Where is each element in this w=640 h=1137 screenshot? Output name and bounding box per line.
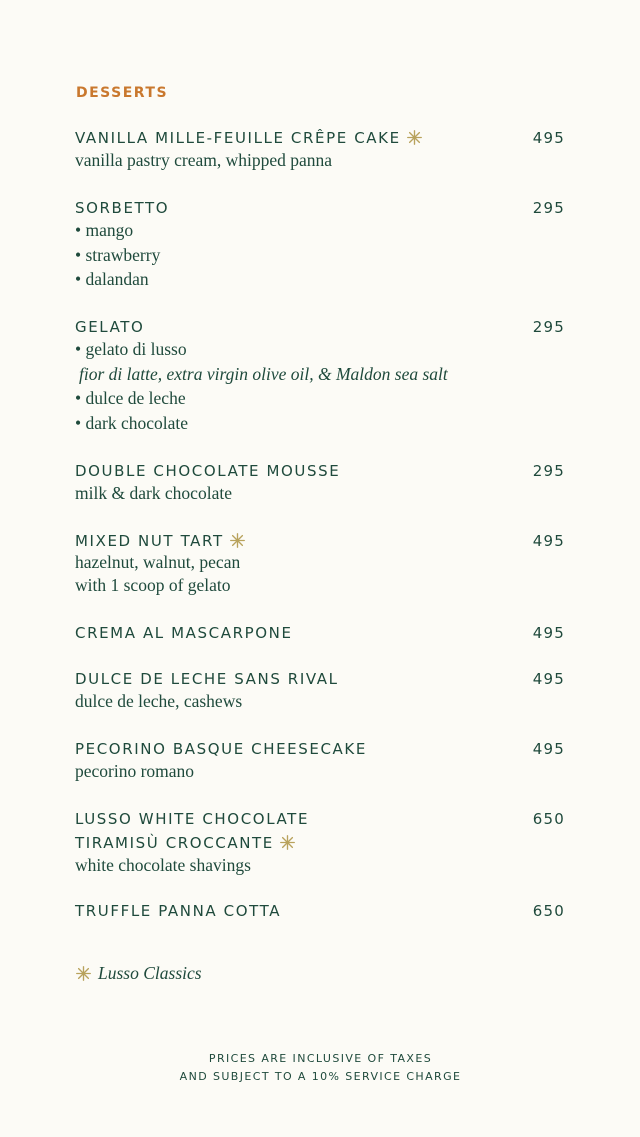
menu-item-double-chocolate-mousse — [75, 461, 565, 506]
item-description: pecorino romano — [75, 761, 195, 781]
menu-item-pecorino-basque-cheesecake — [75, 739, 565, 784]
item-price: 495 — [532, 740, 565, 758]
menu-item-sorbetto — [75, 198, 565, 292]
item-description: dulce de leche, cashews — [75, 691, 243, 711]
item-description: • dulce de leche — [75, 388, 186, 408]
legend-label: Lusso Classics — [98, 963, 202, 983]
item-price: 650 — [532, 902, 565, 920]
item-name: DULCE DE LECHE SANS RIVAL — [75, 670, 339, 688]
asterisk-star-icon — [76, 966, 91, 981]
item-description-italic: fior di latte, extra virgin olive oil, & Maldon sea salt — [79, 363, 448, 384]
item-price: 295 — [532, 199, 565, 217]
item-name: LUSSO WHITE CHOCOLATE — [75, 810, 310, 828]
item-description: • dalandan — [75, 269, 149, 289]
item-description: • mango — [75, 220, 134, 240]
item-description: • strawberry — [75, 244, 161, 265]
item-description: white chocolate shavings — [75, 855, 251, 875]
item-price: 295 — [532, 318, 565, 336]
item-name: VANILLA MILLE-FEUILLE CRÊPE CAKE — [75, 129, 401, 147]
footer-note — [0, 1050, 640, 1086]
menu-item-gelato — [75, 317, 565, 435]
item-name: DOUBLE CHOCOLATE MOUSSE — [75, 462, 341, 480]
menu-item-vanilla-mille-feuille — [75, 128, 565, 173]
item-description: milk & dark chocolate — [75, 483, 232, 503]
item-description: • dark chocolate — [75, 412, 189, 433]
asterisk-star-icon — [280, 835, 295, 850]
asterisk-star-icon — [407, 130, 422, 145]
item-description: hazelnut, walnut, pecan — [75, 552, 241, 572]
menu-item-dulce-de-leche-sans-rival — [75, 669, 565, 714]
item-price: 495 — [532, 129, 565, 147]
item-price: 295 — [532, 462, 565, 480]
item-price: 650 — [532, 810, 565, 828]
item-name: GELATO — [75, 318, 145, 336]
footer-line: PRICES ARE INCLUSIVE OF TAXES — [208, 1052, 433, 1065]
asterisk-star-icon — [230, 533, 245, 548]
item-name: PECORINO BASQUE CHEESECAKE — [75, 740, 367, 758]
footer-line: AND SUBJECT TO A 10% SERVICE CHARGE — [179, 1070, 462, 1083]
legend — [76, 963, 202, 984]
menu-item-lusso-white-chocolate-tiramisu — [75, 809, 565, 878]
item-price: 495 — [532, 532, 565, 550]
menu-item-mixed-nut-tart — [75, 531, 565, 596]
item-price: 495 — [532, 670, 565, 688]
item-description: • gelato di lusso — [75, 339, 187, 359]
item-name: TRUFFLE PANNA COTTA — [75, 902, 282, 920]
item-price: 495 — [532, 624, 565, 642]
item-name: SORBETTO — [75, 199, 170, 217]
menu-item-truffle-panna-cotta — [75, 901, 565, 921]
item-name: CREMA AL MASCARPONE — [75, 624, 293, 642]
item-name: MIXED NUT TART — [75, 532, 224, 550]
menu-item-crema-al-mascarpone — [75, 623, 565, 643]
item-description: vanilla pastry cream, whipped panna — [75, 150, 333, 170]
item-name: TIRAMISÙ CROCCANTE — [75, 834, 274, 852]
section-title: DESSERTS — [76, 85, 169, 101]
item-description: with 1 scoop of gelato — [75, 574, 231, 595]
